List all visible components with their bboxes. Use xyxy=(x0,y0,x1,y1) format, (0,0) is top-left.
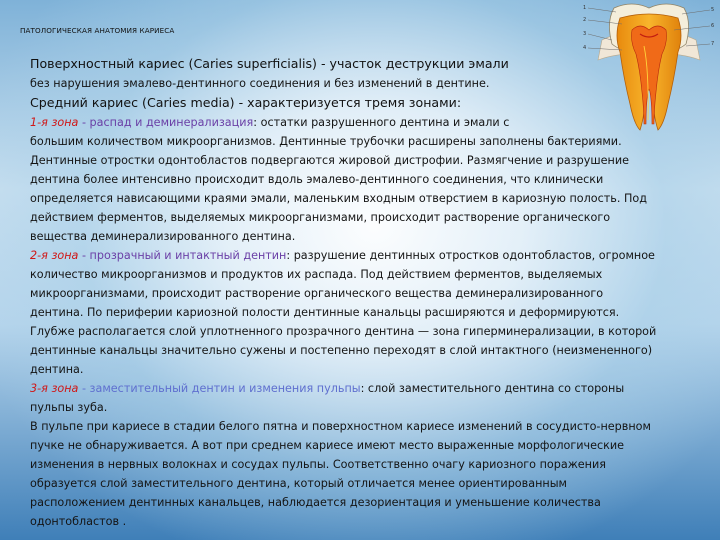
text-run: пучке не обнаруживается. А вот при среднем кариесе имеют место выраженные морфологические xyxy=(30,439,625,452)
text-line xyxy=(30,189,708,208)
callout-4: 4 xyxy=(583,45,587,51)
text-run: дентина. По периферии кариозной полости дентинные канальцы расширяются и деформируются. xyxy=(30,306,620,319)
callout-7: 7 xyxy=(711,41,715,47)
text-run: дентина. xyxy=(30,363,84,376)
text-run: участок деструкции эмали xyxy=(329,56,509,71)
text-line xyxy=(30,170,708,189)
text-run: дентинные канальцы значительно сужены и постепенно переходят в слой интактного (неизмененного) xyxy=(30,344,653,357)
text-run: одонтобластов . xyxy=(30,515,127,528)
text-run: : разрушение дентинных отростков одонтобластов, огромное xyxy=(286,249,655,262)
callout-1: 1 xyxy=(583,5,587,11)
text-run: В пульпе при кариесе в стадии белого пятна и поверхностном кариесе изменений в сосудисто-нервном xyxy=(30,420,651,433)
text-line xyxy=(30,227,708,246)
text-line xyxy=(30,360,708,379)
text-run: - прозрачный и интактный дентин xyxy=(78,249,287,262)
text-run: - заместительный дентин и изменения пульпы xyxy=(78,382,361,395)
text-line xyxy=(30,398,708,417)
text-run: большим количеством микроорганизмов. Дентинные трубочки расширены заполнены бактериями. xyxy=(30,135,622,148)
text-run: действием ферментов, выделяемых микроорганизмами, происходит растворение органического xyxy=(30,211,611,224)
text-line xyxy=(30,284,708,303)
text-line xyxy=(30,93,708,113)
text-run: : остатки разрушенного дентина и эмали с xyxy=(253,116,510,129)
text-run: пульпы зуба. xyxy=(30,401,108,414)
text-line xyxy=(30,379,708,398)
text-run: : слой заместительного дентина со стороны xyxy=(360,382,625,395)
text-run: Дентинные отростки одонтобластов подвергаются жировой дистрофии. Размягчение и разрушение xyxy=(30,154,629,167)
callout-5: 5 xyxy=(711,7,715,13)
text-line xyxy=(30,113,708,132)
text-run: количество микроорганизмов и продуктов их распада. Под действием ферментов, выделяемых xyxy=(30,268,603,281)
text-run: характеризуется тремя зонами: xyxy=(247,95,462,110)
text-line xyxy=(30,417,708,436)
text-line xyxy=(30,208,708,227)
text-line xyxy=(30,322,708,341)
text-line xyxy=(30,303,708,322)
text-run: вещества деминерализированного дентина. xyxy=(30,230,296,243)
text-run: расположением дентинных канальцев, наблюдается дезориентация и уменьшение количества xyxy=(30,496,601,509)
callout-3: 3 xyxy=(583,31,587,37)
text-line xyxy=(30,265,708,284)
text-line xyxy=(30,151,708,170)
text-run: Средний кариес (Caries media) - xyxy=(30,95,248,110)
text-run: 1-я зона xyxy=(30,116,79,129)
callout-6: 6 xyxy=(711,23,715,29)
text-run: Глубже располагается слой уплотненного прозрачного дентина — зона гиперминерализации, в которой xyxy=(30,325,657,338)
text-run: 2-я зона xyxy=(30,249,79,262)
body-text xyxy=(30,54,708,531)
text-run: без нарушения эмалево-дентинного соединения и без изменений в дентине. xyxy=(30,77,490,90)
text-line xyxy=(30,246,708,265)
text-line xyxy=(30,74,708,93)
text-run: дентина более интенсивно происходит вдоль эмалево-дентинного соединения, что клинически xyxy=(30,173,604,186)
text-run: - распад и деминерализация xyxy=(78,116,254,129)
text-run: 3-я зона xyxy=(30,382,79,395)
text-line xyxy=(30,341,708,360)
text-line xyxy=(30,493,708,512)
text-line xyxy=(30,455,708,474)
text-line xyxy=(30,474,708,493)
text-run: изменения в нервных волокнах и сосудах пульпы. Соответственно очагу кариозного поражения xyxy=(30,458,606,471)
text-run: микроорганизмами, происходит растворение органического вещества деминерализированного xyxy=(30,287,604,300)
text-run: Поверхностный кариес (Caries superficialis) - xyxy=(30,56,330,71)
text-line xyxy=(30,512,708,531)
text-line xyxy=(30,436,708,455)
slide-title: ПАТОЛОГИЧЕСКАЯ АНАТОМИЯ КАРИЕСА xyxy=(20,26,175,35)
text-run: определяется нависающими краями эмали, маленьким входным отверстием в кариозную полость. Под xyxy=(30,192,648,205)
text-line xyxy=(30,132,708,151)
text-line xyxy=(30,54,708,74)
callout-2: 2 xyxy=(583,17,587,23)
text-run: образуется слой заместительного дентина, который отличается менее ориентированным xyxy=(30,477,567,490)
